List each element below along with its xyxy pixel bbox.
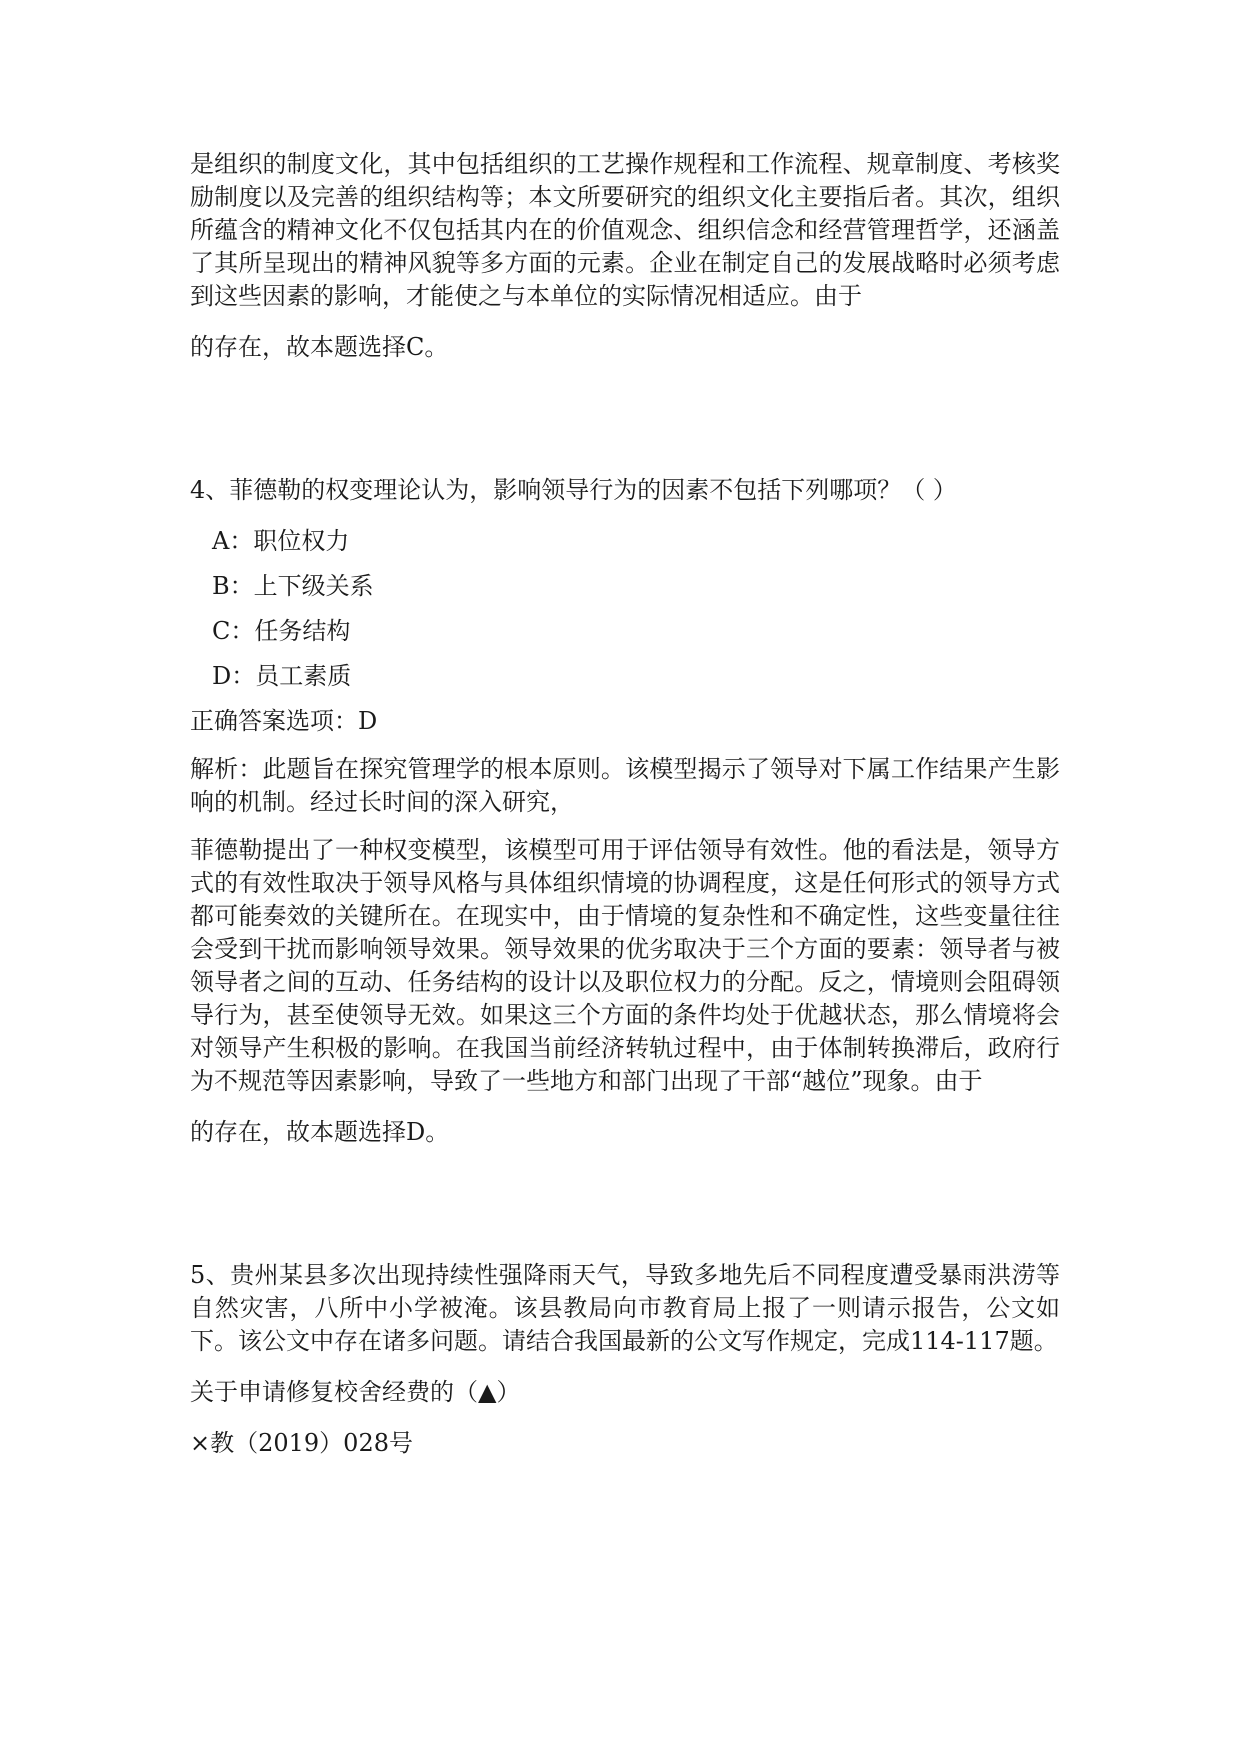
q4-analysis-2: 菲德勒提出了一种权变模型，该模型可用于评估领导有效性。他的看法是，领导方式的有效性取决于领导风格与具体组织情境的协调程度，这是任何形式的领导方式都可能奏效的关键所在。在现实中，由于情境的复杂性和不确定性，这些变量往往会受到干扰而影响领导效果。领导效果的优劣取决于三个方面的要素：领导者与被领导者之间的互动、任务结构的设计以及职位权力的分配。反之，情境则会阻碍领导行为，甚至使领导无效。如果这三个方面的条件均处于优越状态，那么情境将会对领导产生积极的影响。在我国当前经济转轨过程中，由于体制转换滞后，政府行为不规范等因素影响，导致了一些地方和部门出现了干部“越位”现象。由于 [190, 836, 1060, 1095]
q3-explanation-end: 是组织的制度文化，其中包括组织的工艺操作规程和工作流程、规章制度、考核奖励制度以及完善的组织结构等；本文所要研究的组织文化主要指后者。其次，组织所蕴含的精神文化不仅包括其内在的价值观念、组织信念和经营管理哲学，还涵盖了其所呈现出的精神风貌等多方面的元素。企业在制定自己的发展战略时必须考虑到这些因素的影响，才能使之与本单位的实际情况相适应。由于 [190, 150, 1060, 310]
q4-option-c: C：任务结构 [212, 617, 351, 645]
q3-conclusion: 的存在，故本题选择C。 [190, 333, 449, 361]
q4-answer: 正确答案选项：D [190, 707, 378, 735]
q4-conclusion: 的存在，故本题选择D。 [190, 1118, 450, 1146]
q5-question: 5、贵州某县多次出现持续性强降雨天气，导致多地先后不同程度遭受暴雨洪涝等自然灾害，八所中小学被淹。该县教局向市教育局上报了一则请示报告，公文如下。该公文中存在诸多问题。请结合我国最新的公文写作规定，完成114-117题。 [190, 1261, 1060, 1355]
q4-analysis-1: 解析：此题旨在探究管理学的根本原则。该模型揭示了领导对下属工作结果产生影响的机制。经过长时间的深入研究， [190, 755, 1060, 816]
q4-option-b: B：上下级关系 [212, 572, 374, 600]
q5-doc-title: 关于申请修复校舍经费的（▲） [190, 1378, 521, 1406]
q4-option-d: D：员工素质 [212, 662, 352, 690]
q5-doc-number: ×教（2019）028号 [190, 1429, 413, 1457]
document-page [190, 148, 1060, 1460]
q4-question: 4、菲德勒的权变理论认为，影响领导行为的因素不包括下列哪项？（ ） [190, 476, 957, 504]
q4-option-a: A：职位权力 [212, 527, 350, 555]
